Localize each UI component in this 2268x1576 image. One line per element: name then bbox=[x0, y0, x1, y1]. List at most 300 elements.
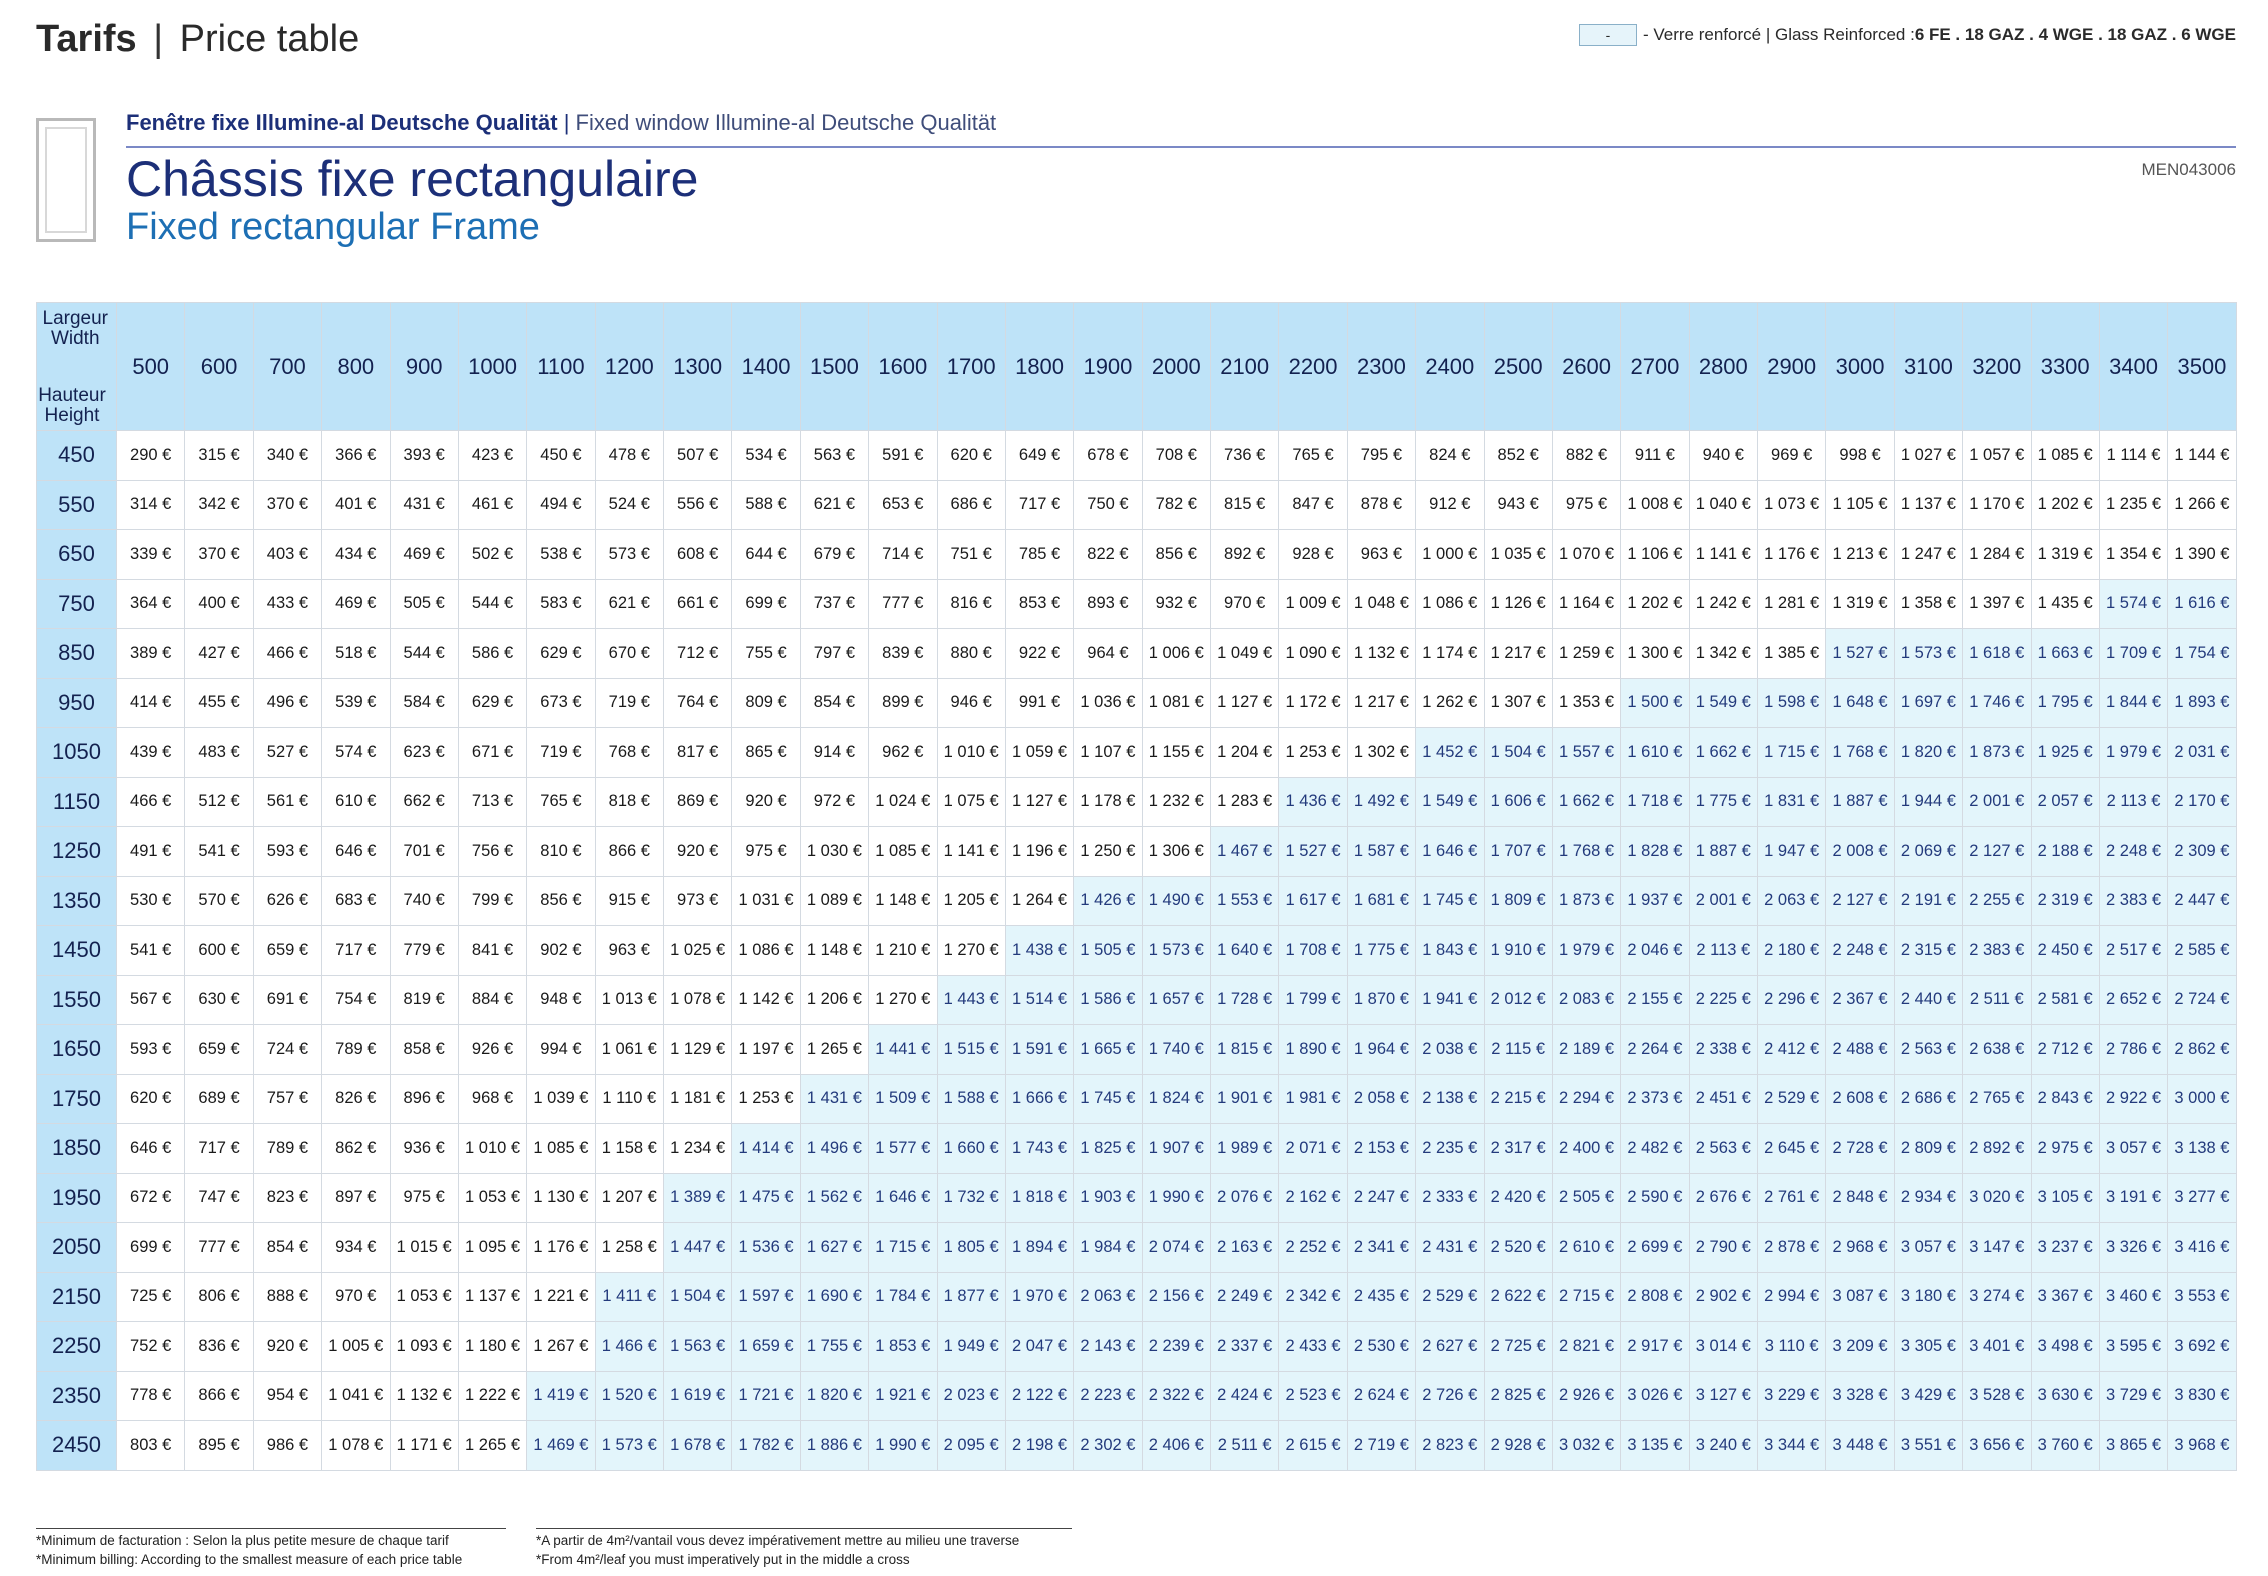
price-cell: 2 012 € bbox=[1484, 975, 1552, 1025]
price-cell: 290 € bbox=[117, 431, 185, 481]
height-header-cell: 1150 bbox=[37, 777, 117, 827]
price-cell: 2 676 € bbox=[1689, 1173, 1757, 1223]
price-cell: 1 574 € bbox=[2099, 579, 2167, 629]
price-cell: 2 624 € bbox=[1347, 1371, 1415, 1421]
price-cell: 1 030 € bbox=[800, 827, 868, 877]
price-cell: 2 113 € bbox=[1689, 926, 1757, 976]
price-cell: 1 053 € bbox=[390, 1272, 458, 1322]
price-cell: 915 € bbox=[595, 876, 663, 926]
price-cell: 2 115 € bbox=[1484, 1025, 1552, 1075]
price-cell: 1 234 € bbox=[664, 1124, 732, 1174]
price-table-body bbox=[37, 431, 2237, 1471]
width-header-cell: 2700 bbox=[1621, 303, 1689, 431]
price-cell: 1 577 € bbox=[869, 1124, 937, 1174]
price-cell: 934 € bbox=[322, 1223, 390, 1273]
price-cell: 3 110 € bbox=[1758, 1322, 1826, 1372]
price-cell: 2 608 € bbox=[1826, 1074, 1894, 1124]
height-header-cell: 1550 bbox=[37, 975, 117, 1025]
price-cell: 1 075 € bbox=[937, 777, 1005, 827]
page-title-en: Price table bbox=[179, 18, 360, 60]
price-cell: 1 659 € bbox=[732, 1322, 800, 1372]
price-cell: 1 937 € bbox=[1621, 876, 1689, 926]
price-cell: 1 027 € bbox=[1894, 431, 1962, 481]
price-cell: 817 € bbox=[664, 728, 732, 778]
price-cell: 1 663 € bbox=[2031, 629, 2099, 679]
legend-spec: 6 FE . 18 GAZ . 4 WGE . 18 GAZ . 6 WGE bbox=[1914, 25, 2236, 44]
price-cell: 2 420 € bbox=[1484, 1173, 1552, 1223]
width-header-cell: 1100 bbox=[527, 303, 595, 431]
footnote-minimum-billing-fr: *Minimum de facturation : Selon la plus petite mesure de chaque tarif bbox=[36, 1533, 449, 1548]
price-cell: 678 € bbox=[1074, 431, 1142, 481]
price-cell: 1 573 € bbox=[1894, 629, 1962, 679]
price-cell: 1 085 € bbox=[527, 1124, 595, 1174]
product-line-fr: Fenêtre fixe Illumine-al Deutsche Qualität bbox=[126, 110, 558, 135]
price-cell: 1 818 € bbox=[1005, 1173, 1073, 1223]
price-cell: 621 € bbox=[595, 579, 663, 629]
price-cell: 1 302 € bbox=[1347, 728, 1415, 778]
price-cell: 2 069 € bbox=[1894, 827, 1962, 877]
price-cell: 2 023 € bbox=[937, 1371, 1005, 1421]
price-cell: 1 281 € bbox=[1758, 579, 1826, 629]
price-cell: 1 627 € bbox=[800, 1223, 868, 1273]
price-cell: 1 039 € bbox=[527, 1074, 595, 1124]
price-cell: 2 581 € bbox=[2031, 975, 2099, 1025]
price-cell: 1 170 € bbox=[1963, 480, 2031, 530]
price-cell: 964 € bbox=[1074, 629, 1142, 679]
price-cell: 2 968 € bbox=[1826, 1223, 1894, 1273]
price-cell: 2 433 € bbox=[1279, 1322, 1347, 1372]
price-cell: 899 € bbox=[869, 678, 937, 728]
price-cell: 809 € bbox=[732, 678, 800, 728]
price-cell: 567 € bbox=[117, 975, 185, 1025]
price-cell: 970 € bbox=[1211, 579, 1279, 629]
price-cell: 1 949 € bbox=[937, 1322, 1005, 1372]
price-cell: 757 € bbox=[253, 1074, 321, 1124]
price-cell: 856 € bbox=[1142, 530, 1210, 580]
price-cell: 518 € bbox=[322, 629, 390, 679]
price-cell: 2 153 € bbox=[1347, 1124, 1415, 1174]
price-cell: 2 338 € bbox=[1689, 1025, 1757, 1075]
price-cell: 340 € bbox=[253, 431, 321, 481]
footnote-divider bbox=[36, 1528, 506, 1529]
price-cell: 2 076 € bbox=[1211, 1173, 1279, 1223]
price-cell: 364 € bbox=[117, 579, 185, 629]
product-line bbox=[126, 110, 996, 136]
price-cell: 2 047 € bbox=[1005, 1322, 1073, 1372]
price-cell: 563 € bbox=[800, 431, 868, 481]
price-cell: 1 024 € bbox=[869, 777, 937, 827]
price-cell: 1 010 € bbox=[458, 1124, 526, 1174]
price-cell: 2 563 € bbox=[1894, 1025, 1962, 1075]
price-cell: 1 358 € bbox=[1894, 579, 1962, 629]
price-cell: 1 447 € bbox=[664, 1223, 732, 1273]
width-header-cell: 1600 bbox=[869, 303, 937, 431]
price-cell: 2 615 € bbox=[1279, 1421, 1347, 1471]
price-cell: 948 € bbox=[527, 975, 595, 1025]
price-cell: 593 € bbox=[117, 1025, 185, 1075]
table-row bbox=[37, 629, 2237, 679]
price-cell: 672 € bbox=[117, 1173, 185, 1223]
price-cell: 1 057 € bbox=[1963, 431, 2031, 481]
price-cell: 1 202 € bbox=[1621, 579, 1689, 629]
price-cell: 1 107 € bbox=[1074, 728, 1142, 778]
footnote-minimum-billing bbox=[36, 1528, 506, 1569]
price-cell: 768 € bbox=[595, 728, 663, 778]
width-header-cell: 500 bbox=[117, 303, 185, 431]
width-header-cell: 2100 bbox=[1211, 303, 1279, 431]
price-cell: 1 061 € bbox=[595, 1025, 663, 1075]
price-cell: 701 € bbox=[390, 827, 458, 877]
price-cell: 2 170 € bbox=[2168, 777, 2236, 827]
price-cell: 836 € bbox=[185, 1322, 253, 1372]
price-cell: 1 557 € bbox=[1552, 728, 1620, 778]
price-cell: 1 660 € bbox=[937, 1124, 1005, 1174]
table-row bbox=[37, 480, 2237, 530]
price-cell: 2 367 € bbox=[1826, 975, 1894, 1025]
price-cell: 644 € bbox=[732, 530, 800, 580]
price-cell: 747 € bbox=[185, 1173, 253, 1223]
price-cell: 2 095 € bbox=[937, 1421, 1005, 1471]
price-cell: 789 € bbox=[253, 1124, 321, 1174]
price-cell: 994 € bbox=[527, 1025, 595, 1075]
price-cell: 1 264 € bbox=[1005, 876, 1073, 926]
price-cell: 2 252 € bbox=[1279, 1223, 1347, 1273]
price-cell: 2 191 € bbox=[1894, 876, 1962, 926]
price-cell: 2 406 € bbox=[1142, 1421, 1210, 1471]
price-cell: 2 530 € bbox=[1347, 1322, 1415, 1372]
height-label-en: Height bbox=[44, 405, 100, 426]
price-cell: 895 € bbox=[185, 1421, 253, 1471]
price-cell: 2 451 € bbox=[1689, 1074, 1757, 1124]
price-cell: 507 € bbox=[664, 431, 732, 481]
price-cell: 2 862 € bbox=[2168, 1025, 2236, 1075]
width-header-cell: 3500 bbox=[2168, 303, 2236, 431]
price-cell: 1 222 € bbox=[458, 1371, 526, 1421]
price-cell: 1 005 € bbox=[322, 1322, 390, 1372]
price-cell: 1 877 € bbox=[937, 1272, 1005, 1322]
price-cell: 750 € bbox=[1074, 480, 1142, 530]
price-cell: 740 € bbox=[390, 876, 458, 926]
price-cell: 620 € bbox=[937, 431, 1005, 481]
price-cell: 839 € bbox=[869, 629, 937, 679]
price-cell: 765 € bbox=[1279, 431, 1347, 481]
width-header-cell: 1500 bbox=[800, 303, 868, 431]
price-cell: 779 € bbox=[390, 926, 458, 976]
price-cell: 3 830 € bbox=[2168, 1371, 2236, 1421]
price-cell: 751 € bbox=[937, 530, 1005, 580]
price-cell: 1 095 € bbox=[458, 1223, 526, 1273]
price-cell: 765 € bbox=[527, 777, 595, 827]
price-cell: 1 970 € bbox=[1005, 1272, 1073, 1322]
price-cell: 3 692 € bbox=[2168, 1322, 2236, 1372]
price-cell: 1 824 € bbox=[1142, 1074, 1210, 1124]
price-cell: 541 € bbox=[185, 827, 253, 877]
price-cell: 755 € bbox=[732, 629, 800, 679]
price-cell: 2 001 € bbox=[1689, 876, 1757, 926]
price-cell: 2 337 € bbox=[1211, 1322, 1279, 1372]
price-cell: 3 429 € bbox=[1894, 1371, 1962, 1421]
price-cell: 1 990 € bbox=[1142, 1173, 1210, 1223]
price-cell: 822 € bbox=[1074, 530, 1142, 580]
price-cell: 1 040 € bbox=[1689, 480, 1757, 530]
price-cell: 3 020 € bbox=[1963, 1173, 2031, 1223]
price-cell: 403 € bbox=[253, 530, 321, 580]
price-cell: 912 € bbox=[1416, 480, 1484, 530]
height-header-cell: 1950 bbox=[37, 1173, 117, 1223]
price-cell: 911 € bbox=[1621, 431, 1689, 481]
price-cell: 3 087 € bbox=[1826, 1272, 1894, 1322]
height-axis-label bbox=[37, 386, 107, 426]
price-cell: 1 390 € bbox=[2168, 530, 2236, 580]
price-cell: 544 € bbox=[458, 579, 526, 629]
price-cell: 1 205 € bbox=[937, 876, 1005, 926]
price-cell: 1 435 € bbox=[2031, 579, 2099, 629]
price-cell: 1 093 € bbox=[390, 1322, 458, 1372]
price-cell: 1 745 € bbox=[1416, 876, 1484, 926]
price-cell: 1 721 € bbox=[732, 1371, 800, 1421]
page-title-fr: Tarifs bbox=[36, 18, 137, 60]
price-cell: 1 078 € bbox=[322, 1421, 390, 1471]
price-cell: 649 € bbox=[1005, 431, 1073, 481]
price-cell: 920 € bbox=[732, 777, 800, 827]
table-row bbox=[37, 975, 2237, 1025]
price-cell: 1 984 € bbox=[1074, 1223, 1142, 1273]
table-row bbox=[37, 777, 2237, 827]
product-line-separator: | bbox=[563, 110, 570, 135]
price-cell: 1 708 € bbox=[1279, 926, 1347, 976]
price-cell: 527 € bbox=[253, 728, 321, 778]
price-cell: 1 265 € bbox=[800, 1025, 868, 1075]
price-cell: 461 € bbox=[458, 480, 526, 530]
price-cell: 1 266 € bbox=[2168, 480, 2236, 530]
height-header-cell: 1750 bbox=[37, 1074, 117, 1124]
price-cell: 2 322 € bbox=[1142, 1371, 1210, 1421]
price-cell: 2 878 € bbox=[1758, 1223, 1826, 1273]
price-cell: 1 197 € bbox=[732, 1025, 800, 1075]
price-cell: 2 520 € bbox=[1484, 1223, 1552, 1273]
price-cell: 1 844 € bbox=[2099, 678, 2167, 728]
product-title-fr: Châssis fixe rectangulaire bbox=[126, 151, 699, 207]
price-cell: 1 250 € bbox=[1074, 827, 1142, 877]
price-cell: 1 443 € bbox=[937, 975, 1005, 1025]
price-cell: 661 € bbox=[664, 579, 732, 629]
price-cell: 1 025 € bbox=[664, 926, 732, 976]
price-cell: 803 € bbox=[117, 1421, 185, 1471]
price-cell: 2 198 € bbox=[1005, 1421, 1073, 1471]
price-cell: 600 € bbox=[185, 926, 253, 976]
price-cell: 920 € bbox=[253, 1322, 321, 1372]
price-cell: 659 € bbox=[185, 1025, 253, 1075]
price-cell: 1 618 € bbox=[1963, 629, 2031, 679]
price-cell: 1 048 € bbox=[1347, 579, 1415, 629]
price-cell: 1 815 € bbox=[1211, 1025, 1279, 1075]
price-cell: 1 036 € bbox=[1074, 678, 1142, 728]
price-cell: 2 482 € bbox=[1621, 1124, 1689, 1174]
table-row bbox=[37, 431, 2237, 481]
price-cell: 1 213 € bbox=[1826, 530, 1894, 580]
width-header-cell: 3100 bbox=[1894, 303, 1962, 431]
price-cell: 2 223 € bbox=[1074, 1371, 1142, 1421]
product-reference: MEN043006 bbox=[2141, 160, 2236, 179]
price-cell: 816 € bbox=[937, 579, 1005, 629]
price-cell: 1 718 € bbox=[1621, 777, 1689, 827]
price-cell: 1 990 € bbox=[869, 1421, 937, 1471]
price-cell: 483 € bbox=[185, 728, 253, 778]
price-cell: 1 527 € bbox=[1826, 629, 1894, 679]
price-cell: 3 553 € bbox=[2168, 1272, 2236, 1322]
price-cell: 1 707 € bbox=[1484, 827, 1552, 877]
price-cell: 963 € bbox=[1347, 530, 1415, 580]
price-cell: 1 665 € bbox=[1074, 1025, 1142, 1075]
width-header-cell: 3200 bbox=[1963, 303, 2031, 431]
price-cell: 686 € bbox=[937, 480, 1005, 530]
price-cell: 689 € bbox=[185, 1074, 253, 1124]
price-cell: 626 € bbox=[253, 876, 321, 926]
price-cell: 2 156 € bbox=[1142, 1272, 1210, 1322]
price-cell: 1 662 € bbox=[1552, 777, 1620, 827]
price-cell: 714 € bbox=[869, 530, 937, 580]
price-cell: 1 232 € bbox=[1142, 777, 1210, 827]
price-cell: 1 646 € bbox=[1416, 827, 1484, 877]
price-cell: 1 617 € bbox=[1279, 876, 1347, 926]
price-cell: 2 143 € bbox=[1074, 1322, 1142, 1372]
price-cell: 1 828 € bbox=[1621, 827, 1689, 877]
price-cell: 401 € bbox=[322, 480, 390, 530]
price-cell: 2 848 € bbox=[1826, 1173, 1894, 1223]
price-cell: 370 € bbox=[253, 480, 321, 530]
price-cell: 478 € bbox=[595, 431, 663, 481]
price-cell: 897 € bbox=[322, 1173, 390, 1223]
price-cell: 699 € bbox=[732, 579, 800, 629]
table-row bbox=[37, 1074, 2237, 1124]
price-cell: 922 € bbox=[1005, 629, 1073, 679]
price-cell: 1 247 € bbox=[1894, 530, 1962, 580]
price-cell: 3 014 € bbox=[1689, 1322, 1757, 1372]
price-cell: 854 € bbox=[253, 1223, 321, 1273]
price-cell: 3 551 € bbox=[1894, 1421, 1962, 1471]
price-cell: 1 755 € bbox=[800, 1322, 868, 1372]
height-header-cell: 1450 bbox=[37, 926, 117, 976]
price-cell: 1 820 € bbox=[1894, 728, 1962, 778]
price-cell: 724 € bbox=[253, 1025, 321, 1075]
width-header-cell: 1200 bbox=[595, 303, 663, 431]
price-cell: 1 267 € bbox=[527, 1322, 595, 1372]
price-cell: 778 € bbox=[117, 1371, 185, 1421]
price-cell: 466 € bbox=[253, 629, 321, 679]
price-cell: 1 259 € bbox=[1552, 629, 1620, 679]
price-cell: 858 € bbox=[390, 1025, 458, 1075]
price-cell: 2 975 € bbox=[2031, 1124, 2099, 1174]
price-cell: 1 795 € bbox=[2031, 678, 2099, 728]
table-row bbox=[37, 876, 2237, 926]
price-cell: 847 € bbox=[1279, 480, 1347, 530]
price-cell: 1 031 € bbox=[732, 876, 800, 926]
price-cell: 1 466 € bbox=[595, 1322, 663, 1372]
price-cell: 662 € bbox=[390, 777, 458, 827]
price-cell: 1 235 € bbox=[2099, 480, 2167, 530]
price-cell: 2 412 € bbox=[1758, 1025, 1826, 1075]
price-cell: 414 € bbox=[117, 678, 185, 728]
price-cell: 1 475 € bbox=[732, 1173, 800, 1223]
price-cell: 2 511 € bbox=[1211, 1421, 1279, 1471]
price-cell: 450 € bbox=[527, 431, 595, 481]
price-cell: 892 € bbox=[1211, 530, 1279, 580]
price-cell: 431 € bbox=[390, 480, 458, 530]
price-cell: 2 431 € bbox=[1416, 1223, 1484, 1273]
price-cell: 1 588 € bbox=[937, 1074, 1005, 1124]
price-cell: 1 441 € bbox=[869, 1025, 937, 1075]
price-cell: 3 448 € bbox=[1826, 1421, 1894, 1471]
price-cell: 3 344 € bbox=[1758, 1421, 1826, 1471]
height-header-cell: 2050 bbox=[37, 1223, 117, 1273]
price-cell: 491 € bbox=[117, 827, 185, 877]
width-axis-label bbox=[43, 309, 109, 349]
price-cell: 1 174 € bbox=[1416, 629, 1484, 679]
price-cell: 1 768 € bbox=[1826, 728, 1894, 778]
height-header-cell: 550 bbox=[37, 480, 117, 530]
price-cell: 2 627 € bbox=[1416, 1322, 1484, 1372]
price-cell: 2 248 € bbox=[2099, 827, 2167, 877]
price-cell: 998 € bbox=[1826, 431, 1894, 481]
price-cell: 3 138 € bbox=[2168, 1124, 2236, 1174]
width-header-cell: 1400 bbox=[732, 303, 800, 431]
price-cell: 3 032 € bbox=[1552, 1421, 1620, 1471]
price-cell: 1 743 € bbox=[1005, 1124, 1073, 1174]
price-cell: 2 294 € bbox=[1552, 1074, 1620, 1124]
price-cell: 1 414 € bbox=[732, 1124, 800, 1174]
price-cell: 2 638 € bbox=[1963, 1025, 2031, 1075]
price-cell: 2 928 € bbox=[1484, 1421, 1552, 1471]
price-cell: 574 € bbox=[322, 728, 390, 778]
price-cell: 968 € bbox=[458, 1074, 526, 1124]
price-cell: 1 041 € bbox=[322, 1371, 390, 1421]
price-cell: 1 436 € bbox=[1279, 777, 1347, 827]
price-cell: 2 189 € bbox=[1552, 1025, 1620, 1075]
price-cell: 2 719 € bbox=[1347, 1421, 1415, 1471]
price-cell: 2 071 € bbox=[1279, 1124, 1347, 1174]
price-cell: 2 302 € bbox=[1074, 1421, 1142, 1471]
price-cell: 1 210 € bbox=[869, 926, 937, 976]
price-cell: 756 € bbox=[458, 827, 526, 877]
page-title-separator: | bbox=[153, 18, 164, 60]
price-cell: 1 825 € bbox=[1074, 1124, 1142, 1174]
table-row bbox=[37, 678, 2237, 728]
price-cell: 1 385 € bbox=[1758, 629, 1826, 679]
price-cell: 932 € bbox=[1142, 579, 1210, 629]
price-cell: 389 € bbox=[117, 629, 185, 679]
price-cell: 427 € bbox=[185, 629, 253, 679]
price-cell: 1 105 € bbox=[1826, 480, 1894, 530]
price-cell: 1 008 € bbox=[1621, 480, 1689, 530]
price-cell: 1 106 € bbox=[1621, 530, 1689, 580]
price-cell: 3 147 € bbox=[1963, 1223, 2031, 1273]
price-cell: 1 941 € bbox=[1416, 975, 1484, 1025]
price-cell: 3 656 € bbox=[1963, 1421, 2031, 1471]
price-cell: 1 284 € bbox=[1963, 530, 2031, 580]
price-cell: 1 870 € bbox=[1347, 975, 1415, 1025]
width-header-cell: 2500 bbox=[1484, 303, 1552, 431]
price-cell: 782 € bbox=[1142, 480, 1210, 530]
price-cell: 1 492 € bbox=[1347, 777, 1415, 827]
price-cell: 3 305 € bbox=[1894, 1322, 1962, 1372]
width-header-cell: 700 bbox=[253, 303, 321, 431]
price-cell: 717 € bbox=[185, 1124, 253, 1174]
price-cell: 496 € bbox=[253, 678, 321, 728]
price-cell: 736 € bbox=[1211, 431, 1279, 481]
price-cell: 1 903 € bbox=[1074, 1173, 1142, 1223]
price-cell: 1 728 € bbox=[1211, 975, 1279, 1025]
price-cell: 2 058 € bbox=[1347, 1074, 1415, 1124]
